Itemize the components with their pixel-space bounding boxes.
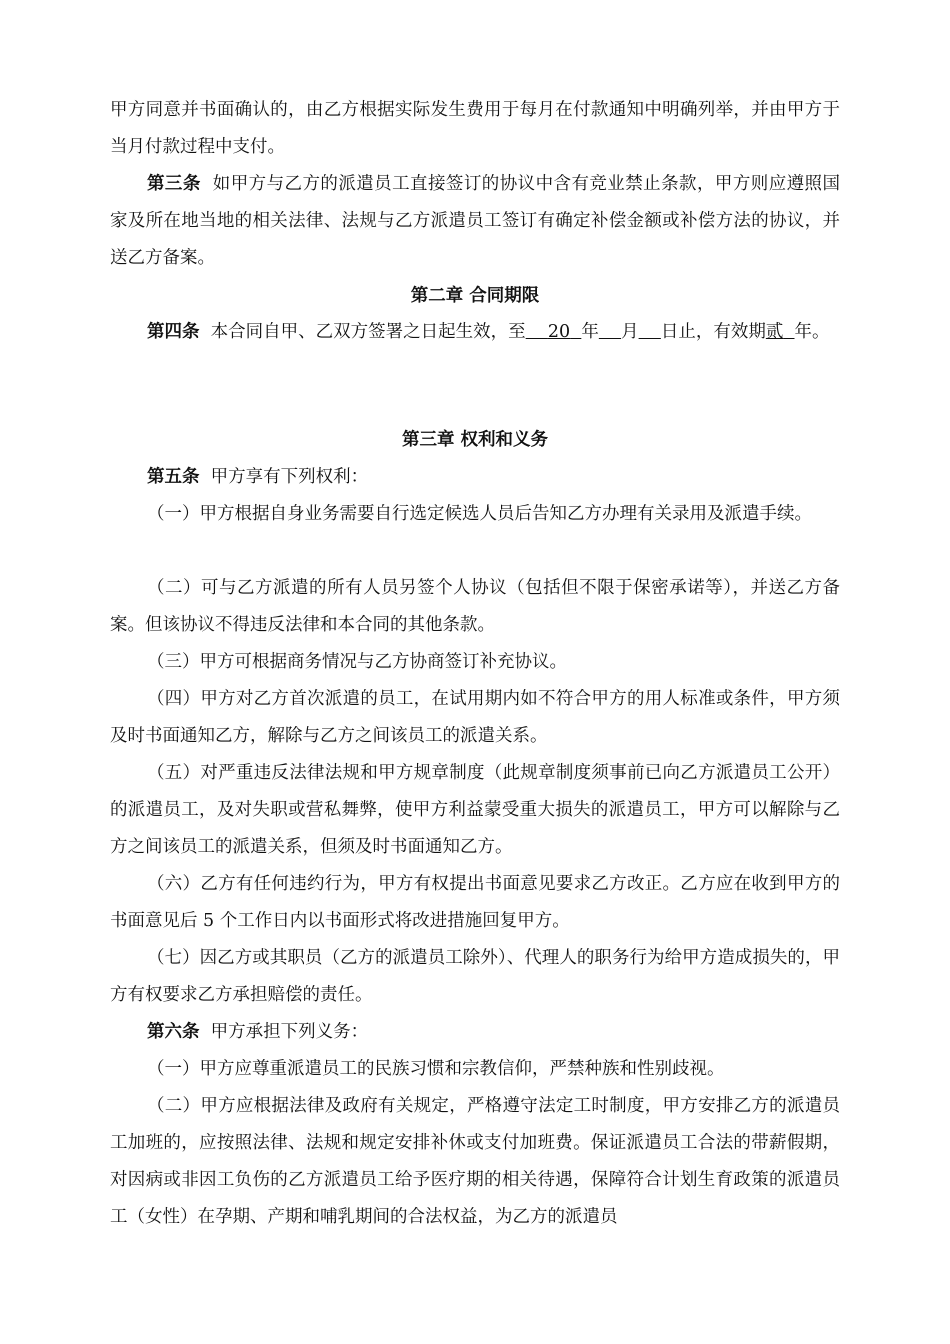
article-6-text: 甲方承担下列义务：: [210, 1022, 369, 1042]
article-5-label: 第五条: [147, 467, 200, 487]
article-4-text-e: 年。: [794, 322, 830, 342]
article-5-item-5: （五）对严重违反法律法规和甲方规章制度（此规章制度须事前已向乙方派遣员工公开）的派遣员工，及对失职或营私舞弊，使甲方利益蒙受重大损失的派遣员工，甲方可以解除与乙方之间该员工的派遣关系，但须及时书面通知乙方。: [110, 763, 840, 857]
article-4-label: 第四条: [147, 322, 200, 342]
month-blank: [599, 322, 621, 342]
chapter-3-heading: 第三章 权利和义务: [401, 430, 549, 450]
article-5-item-6: （六）乙方有任何违约行为，甲方有权提出书面意见要求乙方改正。乙方应在收到甲方的书面意见后 5 个工作日内以书面形式将改进措施回复甲方。: [110, 874, 840, 931]
day-blank: [639, 322, 661, 342]
article-3-text: 如甲方与乙方的派遣员工直接签订的协议中含有竞业禁止条款，甲方则应遵照国家及所在地当地的相关法律、法规与乙方派遣员工签订有确定补偿金额或补偿方法的协议，并送乙方备案。: [110, 174, 840, 268]
article-4-text-d: 日止，有效期: [660, 322, 766, 342]
article-5-item-1: （一）甲方根据自身业务需要自行选定候选人员后告知乙方办理有关录用及派遣手续。: [147, 504, 812, 524]
term-value-text: 贰: [765, 322, 784, 342]
article-4: [110, 314, 840, 351]
year-blank: [526, 322, 582, 342]
article-5-item-4: （四）甲方对乙方首次派遣的员工，在试用期内如不符合甲方的用人标准或条件，甲方须及时书面通知乙方，解除与乙方之间该员工的派遣关系。: [110, 689, 840, 746]
term-value: [766, 322, 795, 342]
article-6-item-2: （二）甲方应根据法律及政府有关规定，严格遵守法定工时制度，甲方安排乙方的派遣员工加班的，应按照法律、法规和规定安排补休或支付加班费。保证派遣员工合法的带薪假期，对因病或非因工负伤的乙方派遣员工给予医疗期的相关待遇，保障符合计划生育政策的派遣员工（女性）在孕期、产期和哺乳期间的合法权益，为乙方的派遣员: [110, 1096, 840, 1227]
article-5-item-3: （三）甲方可根据商务情况与乙方协商签订补充协议。: [147, 652, 567, 672]
paragraph-continued: 甲方同意并书面确认的，由乙方根据实际发生费用于每月在付款通知中明确列举，并由甲方于当月付款过程中支付。: [110, 100, 840, 157]
article-3-label: 第三条: [147, 174, 201, 194]
chapter-2-heading: 第二章 合同期限: [410, 286, 540, 306]
article-5: [110, 459, 840, 496]
article-4-text-c: 月: [621, 322, 639, 342]
article-5-item-2: （二）可与乙方派遣的所有人员另签个人协议（包括但不限于保密承诺等），并送乙方备案。但该协议不得违反法律和本合同的其他条款。: [110, 578, 840, 635]
article-6-item-1: （一）甲方应尊重派遣员工的民族习惯和宗教信仰，严禁种族和性别歧视。: [147, 1059, 725, 1079]
year-blank-value: 20: [547, 322, 571, 342]
article-5-item-7: （七）因乙方或其职员（乙方的派遣员工除外）、代理人的职务行为给甲方造成损失的，甲方有权要求乙方承担赔偿的责任。: [110, 948, 840, 1005]
article-5-text: 甲方享有下列权利：: [210, 467, 369, 487]
article-4-text-a: 本合同自甲、乙双方签署之日起生效，至: [210, 322, 526, 342]
article-6: [110, 1014, 840, 1051]
article-6-label: 第六条: [147, 1022, 200, 1042]
article-4-text-b: 年: [581, 322, 599, 342]
article-3: [110, 166, 840, 277]
